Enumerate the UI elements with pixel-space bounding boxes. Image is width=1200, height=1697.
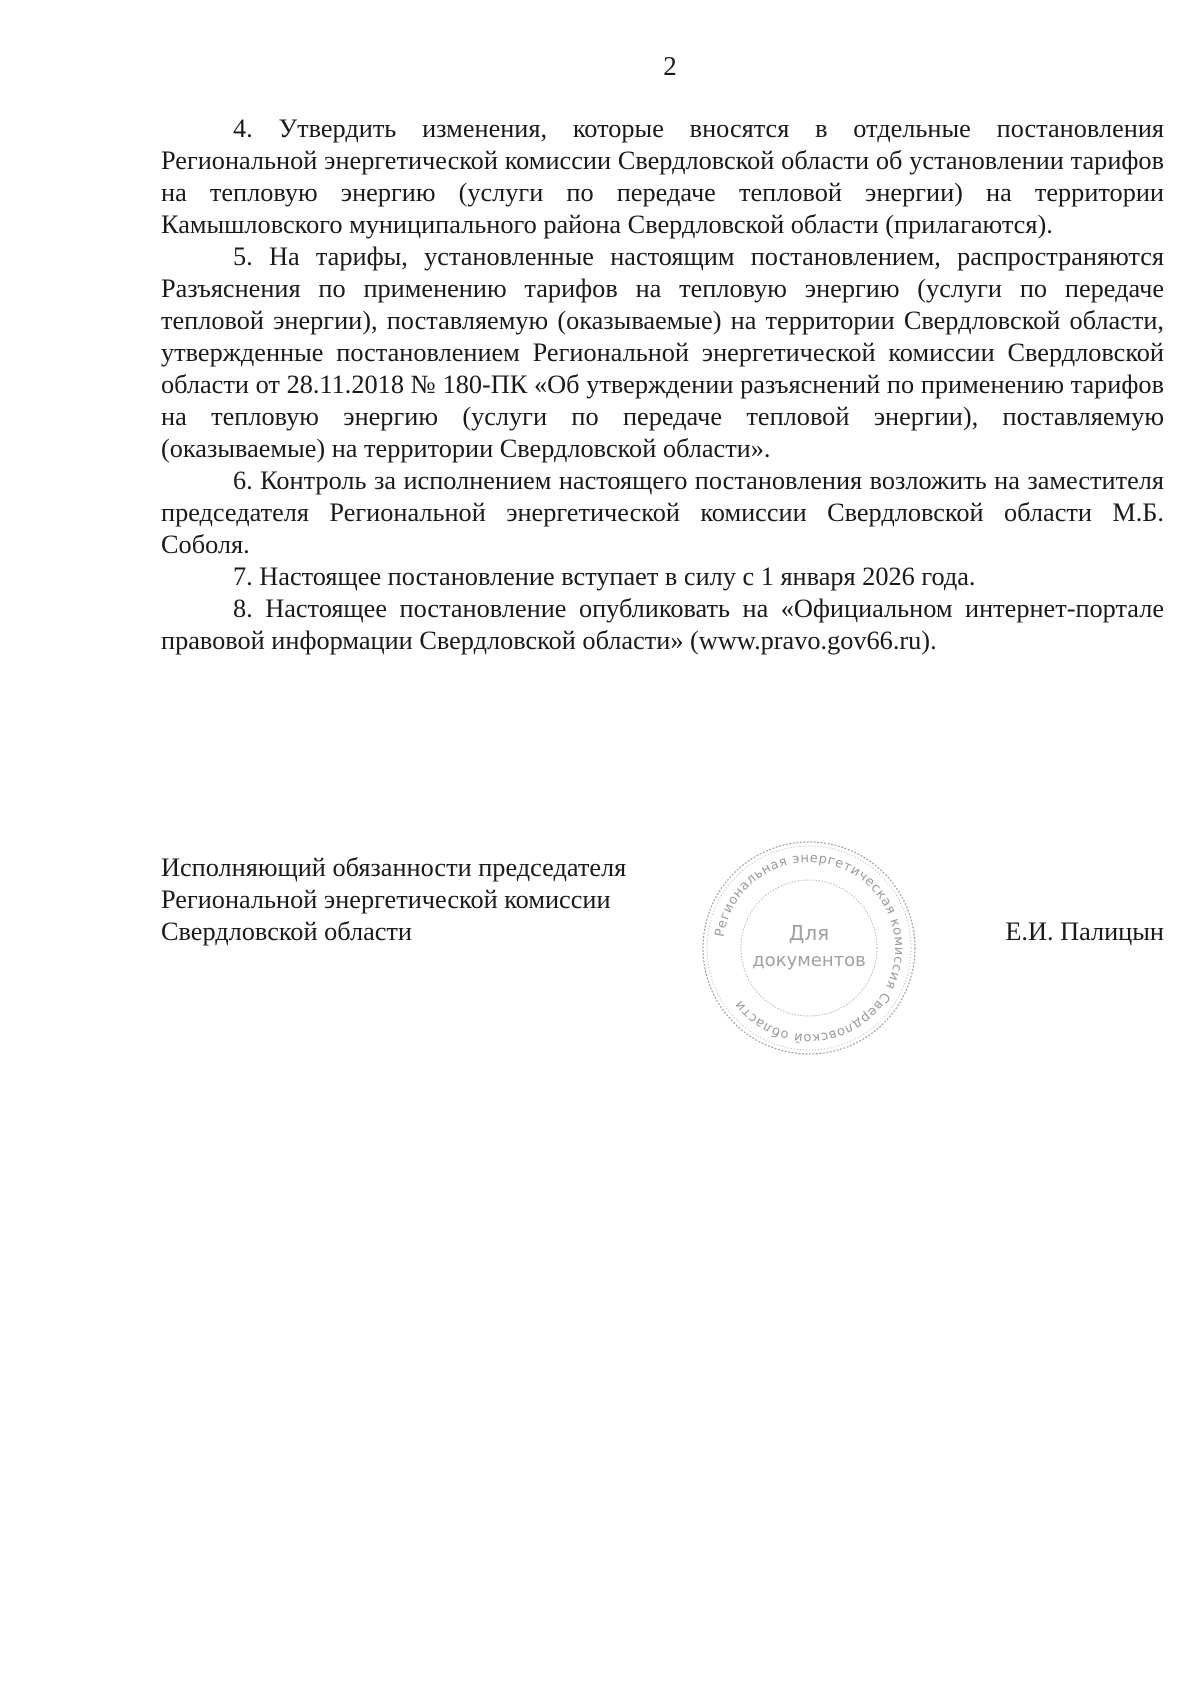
seal-center-line-2: документов bbox=[752, 950, 866, 971]
signatory-position-line: Региональной энергетической комиссии bbox=[161, 885, 611, 914]
page-number: 2 bbox=[663, 51, 677, 81]
paragraph-4: 4. Утвердить изменения, которые вносятся в отдельные постановления Региональной энергетической комиссии Свердловской области об установлении тарифов на тепловую энергию (услуги по передаче тепловой энергии) на территории Камышловского муниципального района Свердловской области (прилагаются). bbox=[161, 114, 1164, 239]
signatory-position bbox=[161, 852, 626, 948]
seal-ring-text: Региональная энергетическая комиссия Свердловской области bbox=[712, 850, 907, 1046]
paragraph-7: 7. Настоящее постановление вступает в силу с 1 января 2026 года. bbox=[233, 562, 976, 591]
signatory-position-line: Свердловской области bbox=[161, 917, 413, 946]
paragraph-5: 5. На тарифы, установленные настоящим постановлением, распространяются Разъяснения по применению тарифов на тепловую энергию (услуги по передаче тепловой энергии), поставляемую (оказываемые) на территории Свердловской области, утвержденные постановлением Региональной энергетической комиссии Свердловской области от 28.11.2018 № 180-ПК «Об утверждении разъяснений по применению тарифов на тепловую энергию (услуги по передаче тепловой энергии), поставляемую (оказываемые) на территории Свердловской области». bbox=[161, 242, 1164, 463]
paragraph-8: 8. Настоящее постановление опубликовать на «Официальном интернет-портале правовой информации Свердловской области» (www.pravo.gov66.ru). bbox=[161, 594, 1164, 655]
signatory-name: Е.И. Палицын bbox=[1005, 917, 1164, 946]
signatory-position-line: Исполняющий обязанности председателя bbox=[161, 853, 627, 882]
paragraph-6: 6. Контроль за исполнением настоящего постановления возложить на заместителя председателя Региональной энергетической комиссии Свердловской области М.Б. Соболя. bbox=[161, 466, 1164, 559]
official-seal-stamp bbox=[697, 836, 921, 1060]
seal-center-line-1: Для bbox=[788, 921, 830, 945]
document-body bbox=[161, 113, 1164, 657]
signature-block bbox=[161, 852, 1164, 1072]
